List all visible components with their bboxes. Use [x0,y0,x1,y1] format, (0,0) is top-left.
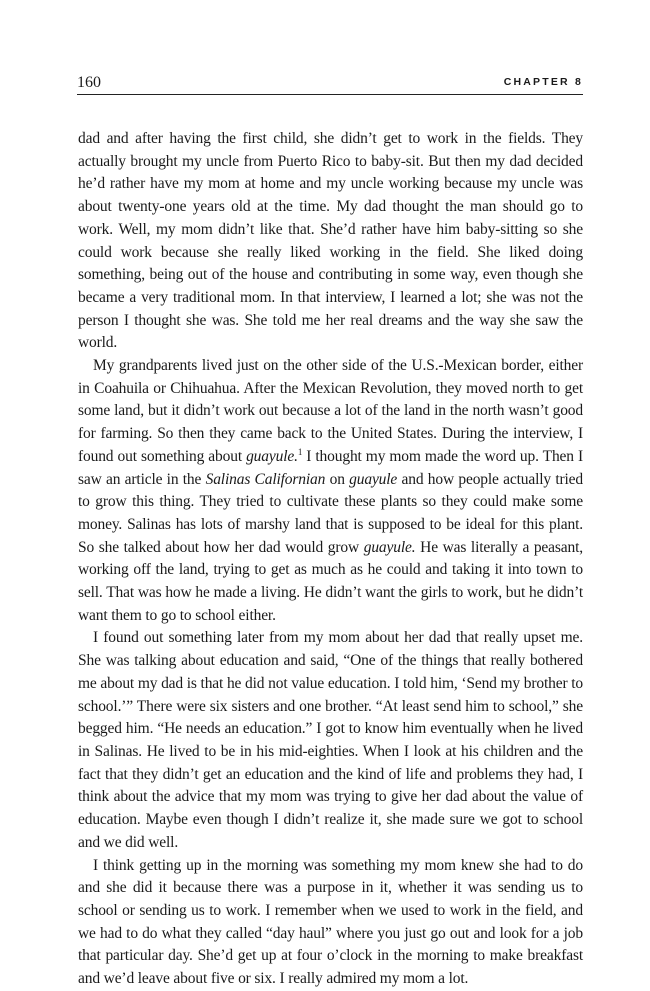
italic-text: Salinas Californian [205,470,326,488]
footnote-marker: 1 [297,446,303,457]
paragraph [78,627,583,854]
running-header [77,74,583,95]
paragraph-text: I found out something later from my mom about her dad that really upset me. She was talking about education and said, “One of the things that really bothered me about my dad is that he did not value education. I told him, ‘Send my brother to school.’” There were six sisters and one brother. “At least send him to school,” she begged him. “He needs an education.” I got to know him eventually when he lived in Salinas. He lived to be in his mid-eighties. When I look at his children and the fact that they didn’t get an education and the kind of life and problems they had, I think about the advice that my mom was trying to give her dad about the value of education. Maybe even though I didn’t realize it, she made sure we got to school and we did well. [78,629,583,851]
chapter-label: CHAPTER 8 [503,76,583,88]
italic-text: guayule [349,470,398,488]
paragraph-text: He was literally a peasant, working off the land, trying to get as much as he could and taking it into town to sell. That was how he made a living. He didn’t want the girls to work, but he didn’t want them to go to school either. [78,538,583,624]
italic-text: guayule. [363,538,416,556]
italic-text: guayule. [246,447,298,465]
paragraph [78,128,583,355]
paragraph-text: and how people actually tried to grow this thing. They tried to cultivate these plants so they could make some money. Salinas has lots of marshy land that is supposed to be ideal for this plant. So she talked about how her dad would grow [78,470,583,556]
paragraph [78,855,583,991]
paragraph-text: I thought my mom made the word up. Then I saw an article in the [78,447,583,488]
paragraph-text: dad and after having the first child, she didn’t get to work in the fields. They actually brought my uncle from Puerto Rico to baby-sit. But then my dad decided he’d rather have my mom at home and my uncle working because my uncle was about twenty-one years old at the time. My dad thought the man should go to work. Well, my mom didn’t like that. She’d rather have him baby-sitting so she could work because she really liked working in the field. She liked doing something, being out of the house and contributing in some way, even though she became a very traditional mom. In that interview, I learned a lot; she was not the person I thought she was. She told me her real dreams and the way she saw the world. [78,130,583,352]
body-text [78,128,583,991]
paragraph-text: My grandparents lived just on the other side of the U.S.-Mexican border, either in Coahuila or Chihuahua. After the Mexican Revolution, they moved north to get some land, but it didn’t work out because a lot of the land in the north wasn’t good for farming. So then they came back to the United States. During the interview, I found out something about [78,357,583,465]
paragraph-text: on [325,470,350,488]
paragraph [78,355,583,627]
paragraph-text: I think getting up in the morning was something my mom knew she had to do and she did it because there was a purpose in it, whether it was sending us to school or sending us to work. I remember when we used to work in the field, and we had to do what they called “day haul” where you just go out and look for a job that particular day. She’d get up at four o’clock in the morning to make breakfast and we’d leave about five or six. I really admired my mom a lot. [78,856,583,988]
page-number: 160 [77,74,101,91]
